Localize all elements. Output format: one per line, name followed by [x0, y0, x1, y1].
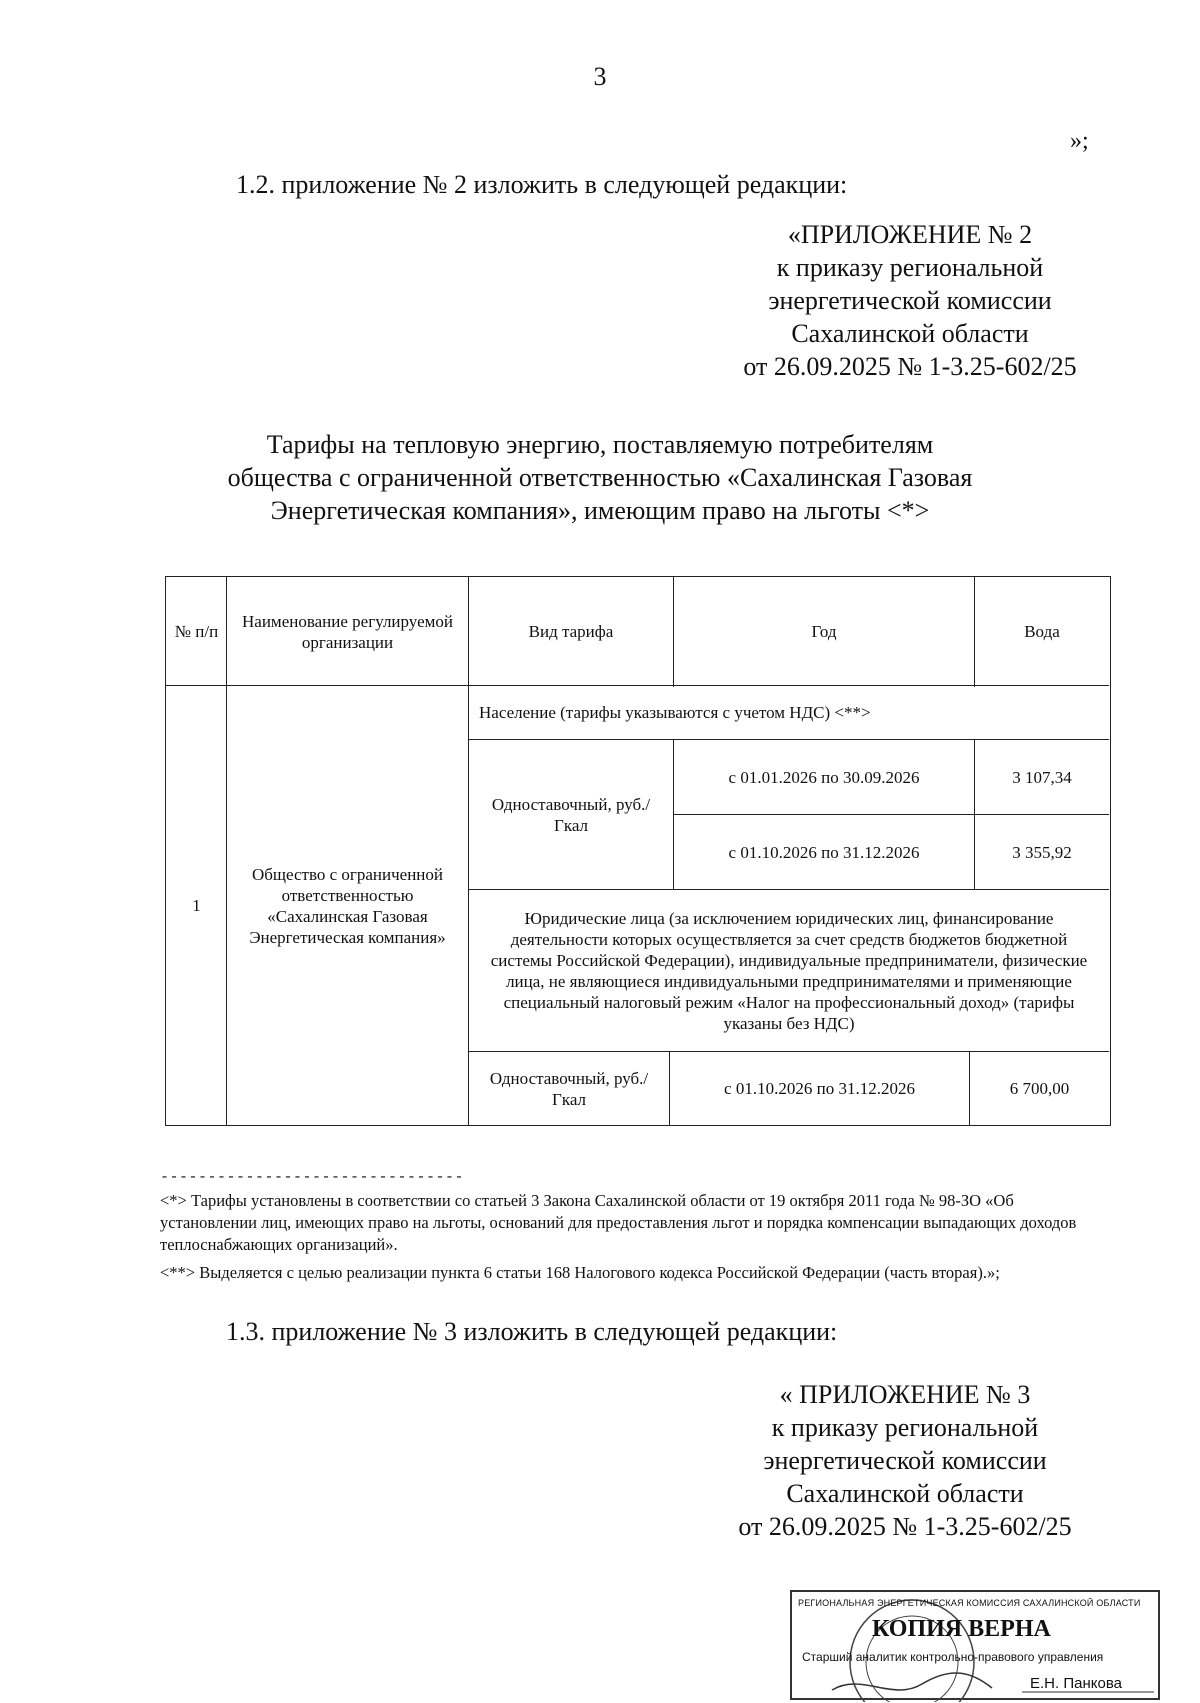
table-row: с 01.10.2026 по 31.12.2026	[724, 1079, 915, 1098]
stamp-position: Старший аналитик контрольно-правового управления	[802, 1650, 1104, 1664]
appendix-2-header	[720, 218, 1100, 383]
stamp-name: Е.Н. Панкова	[1030, 1675, 1122, 1692]
stamp-header: РЕГИОНАЛЬНАЯ ЭНЕРГЕТИЧЕСКАЯ КОМИССИЯ САХАЛИНСКОЙ ОБЛАСТИ	[798, 1598, 1141, 1608]
closing-quote: »;	[1070, 128, 1089, 154]
header-water: Вода	[1024, 622, 1060, 641]
appendix-3-line-1: « ПРИЛОЖЕНИЕ № 3	[779, 1380, 1031, 1409]
copy-certified-stamp	[790, 1590, 1160, 1700]
header-num: № п/п	[174, 622, 219, 641]
footnote-2: <**> Выделяется с целью реализации пункта 6 статьи 168 Налогового кодекса Российской Федерации (часть вторая).»;	[160, 1263, 1000, 1282]
appendix-3-header	[715, 1378, 1095, 1543]
header-year: Год	[811, 622, 837, 641]
table-row-value: 6 700,00	[1009, 1079, 1070, 1098]
footnote-separator: --------------------------------	[160, 1169, 465, 1186]
appendix-2-line-1: «ПРИЛОЖЕНИЕ № 2	[787, 220, 1033, 249]
document-title	[150, 428, 1050, 527]
group-population-tariff-type: Одноставочный, руб./Гкал	[491, 795, 651, 835]
table-row: с 01.01.2026 по 30.09.2026	[728, 767, 920, 787]
appendix-3-line-5: от 26.09.2025 № 1-3.25-602/25	[738, 1512, 1072, 1541]
group-legal-entities-label: Юридические лица (за исключением юридических лиц, финансирование деятельности которых осуществляется за счет средств бюджетов бюджетной системы Российской Федерации), индивидуальные предприниматели, физические лица, не являющиеся индивидуальными предпринимателями и применяющие специальный налоговый режим «Налог на профессиональный доход» (тарифы указаны без НДС)	[490, 908, 1088, 1033]
appendix-2-line-2: к приказу региональной	[776, 253, 1044, 282]
tariff-table	[165, 576, 1111, 1126]
appendix-2-line-3: энергетической комиссии	[768, 286, 1052, 315]
title-line-3: Энергетическая компания», имеющим право на льготы <*>	[270, 496, 930, 525]
group-population-label: Население (тарифы указываются с учетом НДС) <**>	[479, 703, 871, 722]
row-number: 1	[192, 896, 201, 915]
group-legal-tariff-type: Одноставочный, руб./Гкал	[489, 1068, 649, 1109]
page-number: 3	[593, 62, 607, 91]
title-line-2: общества с ограниченной ответственностью «Сахалинская Газовая	[227, 463, 973, 492]
section-1-2-text: 1.2. приложение № 2 изложить в следующей редакции:	[236, 170, 848, 199]
stamp-title: КОПИЯ ВЕРНА	[872, 1616, 1051, 1642]
table-row: с 01.10.2026 по 31.12.2026	[728, 842, 920, 862]
appendix-3-line-3: энергетической комиссии	[763, 1446, 1047, 1475]
organization-name: Общество с ограниченной ответственностью «Сахалинская Газовая Энергетическая компания»	[249, 864, 446, 947]
title-line-1: Тарифы на тепловую энергию, поставляемую потребителям	[266, 430, 934, 459]
section-1-3-text: 1.3. приложение № 3 изложить в следующей редакции:	[226, 1317, 838, 1346]
appendix-2-line-4: Сахалинской области	[791, 319, 1029, 348]
table-row-value: 3 355,92	[1012, 842, 1072, 862]
appendix-3-line-4: Сахалинской области	[786, 1479, 1024, 1508]
appendix-2-line-5: от 26.09.2025 № 1-3.25-602/25	[743, 352, 1077, 381]
header-org: Наименование регулируемой организации	[242, 611, 453, 652]
header-tariff-type: Вид тарифа	[528, 622, 614, 641]
footnote-1: <*> Тарифы установлены в соответствии со статьей 3 Закона Сахалинской области от 19 октября 2011 года № 98-ЗО «Об установлении лиц, имеющих право на льготы, оснований для предоставления льгот и порядка компенсации выпадающих доходов теплоснабжающих организаций».	[160, 1191, 1077, 1254]
table-row-value: 3 107,34	[1012, 767, 1072, 787]
appendix-3-line-2: к приказу региональной	[771, 1413, 1039, 1442]
